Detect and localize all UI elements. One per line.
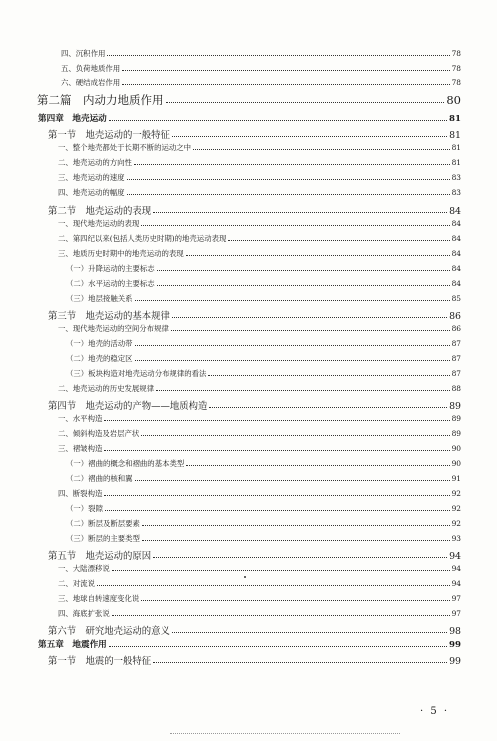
toc-row-item (61, 77, 461, 88)
toc-row-sec (48, 623, 461, 637)
toc-page-number: 97 (451, 609, 461, 618)
toc-page-number: 84 (451, 264, 461, 273)
toc-page-number: 85 (451, 294, 461, 303)
toc-title: 第五章 地震作用 (38, 640, 107, 650)
toc-title: 第六节 研究地壳运动的意义 (48, 626, 170, 637)
toc-row-sec (48, 398, 461, 412)
toc-row-item (58, 428, 461, 439)
toc-title: （一）升降运动的主要标志 (66, 264, 155, 273)
toc-leader-dots (109, 646, 447, 647)
toc-leader-dots (172, 632, 447, 633)
toc-row-sub (66, 293, 461, 304)
toc-title: （三）板块构造对地壳运动分布规律的看法 (66, 369, 207, 378)
toc-page-number: 86 (451, 324, 461, 333)
toc-page-number: 89 (449, 401, 461, 412)
toc-title: （二）地壳的稳定区 (66, 354, 133, 363)
toc-page-number: 81 (451, 143, 461, 152)
toc-title: （一）裂隙 (66, 504, 103, 513)
toc-leader-dots (142, 525, 450, 526)
toc-leader-dots (135, 345, 450, 346)
toc-title: 第一节 地壳运动的一般特征 (48, 130, 170, 141)
toc-page-number: 81 (449, 130, 461, 141)
toc-leader-dots (153, 212, 447, 213)
toc-row-item (58, 608, 461, 619)
scan-speck (244, 576, 246, 578)
toc-row-sec (48, 127, 461, 141)
toc-page-number: 81 (451, 158, 461, 167)
toc-title: （二）褶曲的核和翼 (66, 474, 133, 483)
toc-row-item (58, 593, 461, 604)
toc-leader-dots (141, 435, 449, 436)
toc-row-part (37, 92, 461, 108)
toc-page-number: 87 (451, 339, 461, 348)
toc-title: 一、大陆漂移说 (58, 564, 110, 573)
page-number: · 5 · (420, 706, 450, 717)
toc-row-item (58, 157, 461, 168)
toc-leader-dots (141, 225, 449, 226)
toc-leader-dots (209, 407, 447, 408)
toc-page-number: 94 (451, 564, 461, 573)
toc-leader-dots (104, 420, 449, 421)
toc-title: （二）水平运动的主要标志 (66, 279, 155, 288)
toc-page-number: 84 (449, 206, 461, 217)
toc-page-number: 87 (451, 354, 461, 363)
toc-title: 二、地壳运动的方向性 (58, 158, 132, 167)
toc-row-item (58, 323, 461, 334)
toc-leader-dots (141, 600, 449, 601)
toc-page-number: 80 (446, 93, 461, 107)
toc-leader-dots (142, 540, 450, 541)
toc-title: （二）断层及断层要素 (66, 519, 140, 528)
toc-title: 一、现代地壳运动的空间分布规律 (58, 324, 169, 333)
toc-leader-dots (122, 70, 449, 71)
toc-title: 第三节 地壳运动的基本规律 (48, 311, 170, 322)
toc-leader-dots (157, 270, 450, 271)
toc-row-sub (66, 503, 461, 514)
toc-title: 第二节 地壳运动的表现 (48, 206, 152, 217)
toc-leader-dots (97, 585, 450, 586)
toc-leader-dots (153, 662, 447, 663)
toc-row-item (58, 578, 461, 589)
toc-row-item (58, 413, 461, 424)
toc-leader-dots (172, 317, 447, 318)
toc-row-sub (66, 518, 461, 529)
toc-title: 二、倾斜构造及岩层产状 (58, 429, 140, 438)
scan-edge-artifact (170, 733, 400, 734)
toc-page-number: 84 (451, 279, 461, 288)
toc-row-item (58, 443, 461, 454)
toc-page-number: 78 (451, 78, 461, 87)
toc-title: 二、地壳运动的历史发展规律 (58, 384, 155, 393)
toc-title: 四、海底扩张说 (58, 609, 110, 618)
toc-leader-dots (104, 450, 449, 451)
toc-row-sub (66, 533, 461, 544)
toc-title: 一、现代地壳运动的表现 (58, 219, 140, 228)
toc-title: 三、地球自转速度变化说 (58, 594, 140, 603)
toc-row-item (58, 563, 461, 574)
toc-row-sub (66, 353, 461, 364)
toc-row-item (58, 488, 461, 499)
toc-row-sub (66, 263, 461, 274)
toc-title: 四、断裂构造 (58, 489, 103, 498)
toc-title: 一、整个地壳都处于长期不断的运动之中 (58, 143, 192, 152)
toc-page-number: 83 (451, 173, 461, 182)
toc-leader-dots (186, 465, 449, 466)
toc-leader-dots (186, 255, 450, 256)
toc-title: 五、负荷地质作用 (61, 64, 121, 73)
toc-row-item (58, 248, 461, 259)
toc-title: （三）断层的主要类型 (66, 534, 140, 543)
toc-row-sec (48, 203, 461, 217)
toc-row-item (58, 218, 461, 229)
toc-title: 二、第四纪以来(包括人类历史时期)的地壳运动表现 (58, 234, 227, 243)
toc-page-number: 94 (449, 551, 461, 562)
toc-leader-dots (135, 480, 450, 481)
toc-title: 第四章 地壳运动 (38, 114, 107, 124)
toc-page-number: 78 (451, 49, 461, 58)
toc-page-number: 90 (451, 444, 461, 453)
toc-page-number: 90 (451, 459, 461, 468)
toc-page-number: 89 (451, 429, 461, 438)
toc-row-item (58, 172, 461, 183)
toc-row-sub (66, 368, 461, 379)
toc-page-number: 78 (451, 64, 461, 73)
toc-title: 第五节 地壳运动的原因 (48, 551, 152, 562)
toc-leader-dots (171, 330, 450, 331)
toc-leader-dots (127, 194, 450, 195)
toc-page-number: 83 (451, 188, 461, 197)
toc-row-sec (48, 548, 461, 562)
toc-row-item (61, 48, 461, 59)
toc-row-sec (48, 308, 461, 322)
toc-page-number: 84 (451, 234, 461, 243)
toc-leader-dots (107, 55, 449, 56)
toc-leader-dots (127, 179, 450, 180)
toc-row-chap (38, 112, 461, 124)
toc-page-number: 86 (449, 311, 461, 322)
toc-title: 三、褶皱构造 (58, 444, 103, 453)
toc-page-number: 98 (449, 626, 461, 637)
toc-title: 第一节 地震的一般特征 (48, 656, 152, 667)
toc-row-sec (48, 653, 461, 667)
toc-row-item (58, 383, 461, 394)
toc-title: （一）褶曲的概念和褶曲的基本类型 (66, 459, 185, 468)
toc-title: 三、地壳运动的速度 (58, 173, 125, 182)
toc-page-number: 91 (451, 474, 461, 483)
toc-leader-dots (228, 240, 449, 241)
toc-title: 二、对流说 (58, 579, 95, 588)
toc-page-number: 97 (451, 594, 461, 603)
toc-page-number: 84 (451, 219, 461, 228)
toc-leader-dots (104, 495, 449, 496)
toc-title: 四、地壳运动的幅度 (58, 188, 125, 197)
toc-row-sub (66, 338, 461, 349)
toc-row-item (61, 63, 461, 74)
toc-row-item (58, 233, 461, 244)
toc-leader-dots (153, 557, 447, 558)
toc-page-number: 99 (449, 640, 461, 650)
toc-leader-dots (135, 300, 450, 301)
toc-title: 一、水平构造 (58, 414, 103, 423)
toc-leader-dots (157, 285, 450, 286)
toc-page-number: 92 (451, 504, 461, 513)
toc-title: 六、硬结成岩作用 (61, 78, 121, 87)
toc-row-item (58, 142, 461, 153)
toc-row-sub (66, 458, 461, 469)
toc-leader-dots (172, 136, 447, 137)
toc-title: 第四节 地壳运动的产物——地质构造 (48, 401, 208, 412)
toc-leader-dots (193, 149, 450, 150)
toc-leader-dots (112, 615, 450, 616)
toc-leader-dots (134, 164, 450, 165)
toc-title: 第二篇 内动力地质作用 (37, 93, 164, 107)
toc-title: （一）地壳的活动带 (66, 339, 133, 348)
toc-row-sub (66, 278, 461, 289)
toc-page-number: 92 (451, 519, 461, 528)
toc-page-number: 84 (451, 249, 461, 258)
toc-leader-dots (122, 84, 449, 85)
toc-page-number: 92 (451, 489, 461, 498)
toc-page-number: 87 (451, 369, 461, 378)
toc-page-number: 89 (451, 414, 461, 423)
toc-leader-dots (105, 510, 450, 511)
toc-leader-dots (135, 360, 450, 361)
toc-page-number: 81 (449, 114, 461, 124)
toc-row-chap (38, 638, 461, 650)
toc-leader-dots (109, 120, 447, 121)
toc-page-number: 99 (449, 656, 461, 667)
toc-title: （三）地层接触关系 (66, 294, 133, 303)
toc-row-sub (66, 473, 461, 484)
toc-leader-dots (112, 570, 450, 571)
toc-page-number: 94 (451, 579, 461, 588)
toc-title: 三、地质历史时期中的地壳运动的表现 (58, 249, 184, 258)
toc-leader-dots (156, 390, 450, 391)
toc-page-number: 88 (451, 384, 461, 393)
toc-title: 四、沉积作用 (61, 49, 106, 58)
toc-page-number: 93 (451, 534, 461, 543)
toc-leader-dots (166, 102, 445, 103)
toc-leader-dots (208, 375, 449, 376)
toc-row-item (58, 187, 461, 198)
